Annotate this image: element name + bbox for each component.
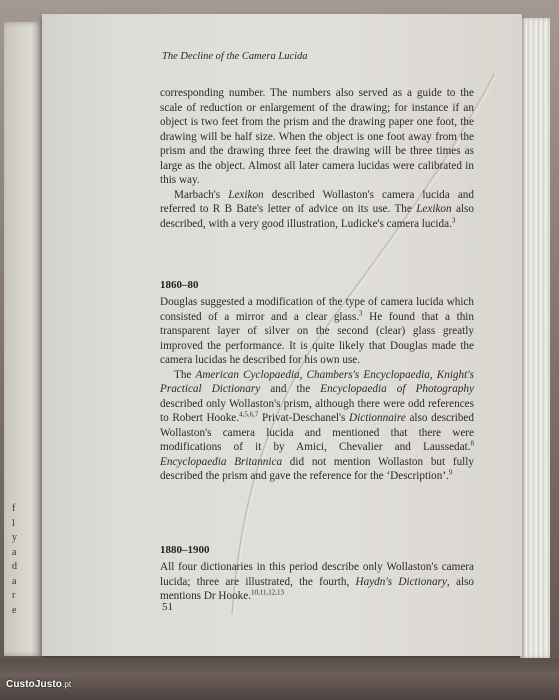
italic-title: Lexikon — [228, 188, 264, 201]
footnote-ref: 4,5,6,7 — [239, 410, 259, 419]
facing-page-text-fragment — [12, 502, 22, 618]
section-heading-1860-80: 1860–80 — [160, 279, 199, 291]
dictionaries-paragraph — [160, 560, 474, 604]
text-run: Marbach's — [174, 188, 229, 201]
text-run: and the — [260, 383, 321, 395]
fragment-char: l — [12, 517, 15, 529]
facing-page-edge — [4, 22, 42, 656]
section-1860-80-body — [160, 295, 474, 484]
encyclopaedias-paragraph — [160, 368, 474, 484]
intro-paragraph: corresponding number. The numbers also served as a guide to the scale of reduction or enlargement of the drawing; for instance if an object is two feet from the prism and the drawing paper one foot, the drawing will be half size. When the object is one foot away from the prism and the drawing three feet the drawing will be three times as large as the object. Almost all later camera lucidas were calibrated in this way. — [160, 87, 474, 186]
italic-title: American Cyclopaedia, Chambers's Encyclopaedia, Knight's Practical Dictionary — [160, 368, 474, 395]
text-run: The — [174, 368, 196, 381]
watermark-tld: .pt — [62, 680, 72, 689]
text-run: Privat-Deschanel's — [258, 412, 350, 424]
footnote-ref: 8 — [470, 439, 474, 448]
watermark-brand: CustoJusto — [6, 679, 62, 690]
fragment-char: a — [12, 546, 17, 558]
fragment-char: y — [12, 532, 17, 543]
footnote-ref: 10,11,12,13 — [251, 588, 285, 597]
page-number: 51 — [162, 601, 173, 613]
text-run: All four dictionaries in this period describe only Wollaston's camera lucida; three are illustrated, the fourth, — [160, 561, 474, 588]
footnote-ref: 3 — [359, 308, 363, 317]
text-run: also described Wollaston's camera lucida and mentioned that there were modifications of it by Amici, Chevalier and Laussedat. — [160, 412, 474, 453]
italic-title: Lexikon — [416, 203, 452, 215]
fragment-char: f — [12, 503, 16, 514]
italic-title: Encyclopaedia Britannica — [160, 455, 283, 468]
running-head: The Decline of the Camera Lucida — [162, 51, 308, 62]
text-run: also described, with a very good illustration, Ludicke's camera lucida. — [160, 203, 474, 230]
italic-title: Dictionnaire — [349, 412, 406, 424]
footnote-ref: 9 — [448, 468, 453, 477]
section-1880-1900-body — [160, 560, 474, 604]
fragment-char: e — [12, 604, 17, 616]
text-run: described only Wollaston's prism, although there were odd references to Robert Hooke. — [160, 397, 474, 424]
text-run: did not mention Wollaston but fully described the prism and gave the reference for the ‘Description’. — [160, 455, 474, 482]
fragment-char: d — [12, 561, 17, 572]
text-run: He found that a thin transparent layer of silver on the second (clear) glass greatly improved the performance. It is quite likely that Douglas made the camera lucidas he described for his own use. — [160, 310, 474, 366]
marbach-paragraph — [160, 188, 474, 232]
fragment-char: r — [12, 590, 16, 601]
text-run: Douglas suggested a modification of the type of camera lucida which consisted of a mirror and a clear glass. — [160, 296, 474, 323]
text-run: described Wollaston's camera lucida and referred to R B Bate's letter of advice on its use. The — [160, 188, 474, 215]
fragment-char: a — [12, 575, 17, 587]
footnote-ref: 3 — [451, 215, 456, 224]
site-watermark — [6, 679, 71, 690]
italic-title: Haydn's Dictionary — [355, 575, 447, 588]
text-run: , also mentions Dr Hooke. — [160, 575, 474, 602]
douglas-paragraph — [160, 295, 474, 368]
page-edges — [520, 18, 550, 658]
italic-title: Encyclopaedia of Photography — [320, 383, 474, 395]
section-heading-1880-1900: 1880–1900 — [160, 544, 210, 556]
book-cover-edge — [0, 658, 559, 700]
intro-block — [160, 86, 474, 231]
